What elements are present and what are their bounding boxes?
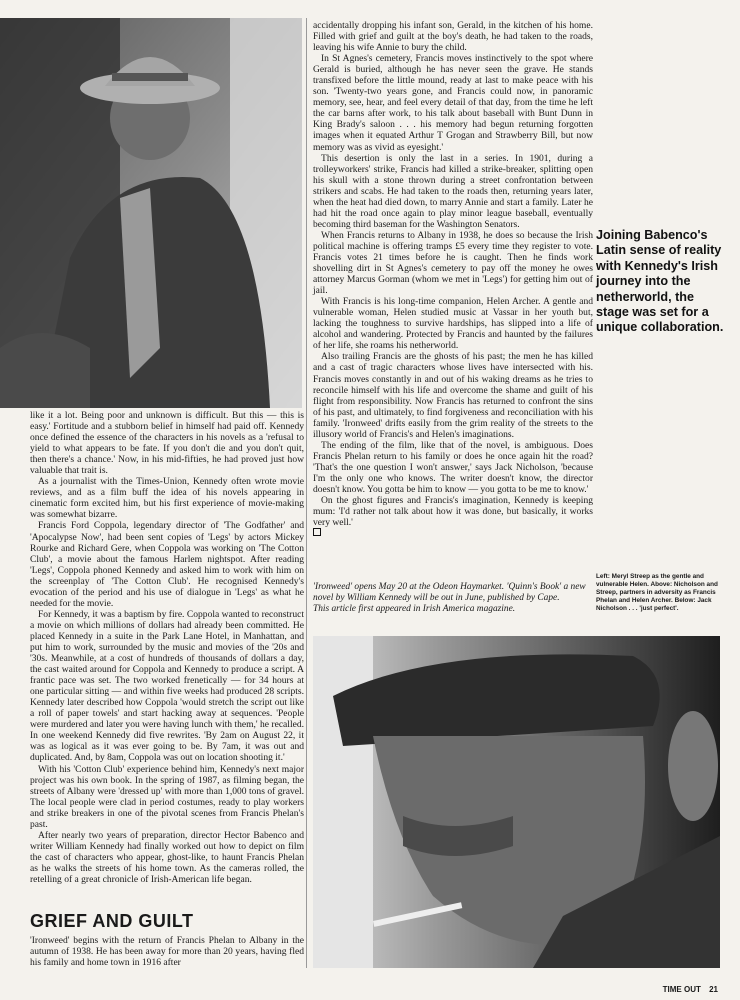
photo-man-with-cigarette xyxy=(313,636,720,968)
paragraph: This desertion is only the last in a series. In 1901, during a trolleyworkers' strike, Francis had killed a strike-breaker, splitting open his skull with a stone thrown during a street confrontation between strikers and scabs. He had taken to the roads then, returning years later, when the heat had died down, to marry Annie and start a family. Later he had hit the road once again to play minor league baseball, eventually becoming third baseman for the Washington Senators. xyxy=(313,152,593,230)
photo-man-in-hat xyxy=(0,18,302,408)
paragraph: The ending of the film, like that of the novel, is ambiguous. Does Francis Phelan return to his family or does he once again hit the road? 'That's the one question I won't answer,' says Jack Nicholson, 'because I'm the only one who knows. The writer doesn't know, the director doesn't know. You gotta be him to know — you gotta to be me to know.' xyxy=(313,439,593,495)
paragraph: With Francis is his long-time companion, Helen Archer. A gentle and vulnerable woman, Helen studied music at Vassar in her youth but, lacking the toughness to survive hardships, has slipped into a life of alcohol and wandering. Protected by Francis and haunted by the failures of her life, she roams his netherworld. xyxy=(313,296,593,352)
paragraph: Also trailing Francis are the ghosts of his past; the men he has killed and a cast of tragic characters whose lives have intersected with his. Francis moves constantly in and out of his waking dreams as he tries to reconcile himself with his life and overcome the shame and guilt of his flight from responsibility. Now Francis has returned to confront the sins of his past, and ultimately, to find forgiveness and reconciliation with his family. 'Ironweed' drifts easily from the grim reality of the streets to the illusory world of Francis's and Helen's imaginations. xyxy=(313,351,593,440)
paragraph: 'Ironweed' begins with the return of Francis Phelan to Albany in the autumn of 1938. He has been away for more than 20 years, having fled his family and home town in 1916 after xyxy=(30,935,304,969)
middle-column xyxy=(313,20,593,539)
paragraph: When Francis returns to Albany in 1938, he does so because the Irish political machine is offering tramps £5 every time they register to vote. Francis votes 21 times before he is caught. Then he finds work shovelling dirt in St Agnes's cemetery to pay off the money he owes attorney Marcus Gorman (whom we met in 'Legs') for getting him out of jail. xyxy=(313,229,593,297)
paragraph: As a journalist with the Times-Union, Kennedy often wrote movie reviews, and as a film buff the idea of his novels appearing in cinematic form excited him, but his first experience of movie-making was somewhat bizarre. xyxy=(30,476,304,521)
paragraph: Francis Ford Coppola, legendary director of 'The Godfather' and 'Apocalypse Now', had been sent copies of 'Legs' by actors Mickey Rourke and Richard Gere, when Coppola was working on 'The Cotton Club', a movie about the famous Harlem nightspot. After reading 'Legs', Coppola phoned Kennedy and asked him to work with him on the screenplay of 'The Cotton Club'. He recognised Kennedy's evocation of the period and his use of dialogue in 'Legs' as what he needed for the movie. xyxy=(30,520,304,609)
release-note: 'Ironweed' opens May 20 at the Odeon Haymarket. 'Quinn's Book' a new novel by William Kennedy will be out in June, published by Cape. xyxy=(313,582,586,603)
pull-quote: Joining Babenco's Latin sense of reality with Kennedy's Irish journey into the netherworld, the stage was set for a unique collaboration. xyxy=(596,228,724,335)
paragraph: In St Agnes's cemetery, Francis moves instinctively to the spot where Gerald is buried, although he has never seen the grave. He stands transfixed before the little mound, ready at last to make peace with his son. 'Twenty-two years gone, and Francis could now, in panoramic memory, see, hear, and feel every detail of that day, from the time he left the car barns after work, to his talk about baseball with Bunt Dunn in King Brady's saloon . . . his memory had begun returning forgotten images when it equated Arthur T Grogan and Strawberry Bill, but now memory was as vivid as eyesight.' xyxy=(313,53,593,153)
page-footer xyxy=(657,985,718,994)
left-column xyxy=(30,410,304,885)
end-note xyxy=(313,582,593,615)
end-mark-icon xyxy=(313,528,321,536)
page-number: 21 xyxy=(709,985,718,994)
photo-caption: Left: Meryl Streep as the gentle and vulnerable Helen. Above: Nicholson and Streep, partners in adversity as Francis Phelan and Helen Archer. Below: Jack Nicholson . . . 'just perfect'. xyxy=(596,573,718,612)
source-note: This article first appeared in Irish America magazine. xyxy=(313,604,516,614)
paragraph: accidentally dropping his infant son, Gerald, in the kitchen of his home. Filled with grief and guilt at the boy's death, he had taken to the roads, leaving his wife Annie to bury the child. xyxy=(313,20,593,54)
paragraph: like it a lot. Being poor and unknown is difficult. But this — this is easy.' Fortitude and a stubborn belief in himself had paid off. Kennedy once defined the essence of the characters in his novels as a 'refusal to yield to what appears to be fate. If you don't die and you don't quit, then there's a chance.' Now, in his mid-fifties, he had proved just how valuable that trait is. xyxy=(30,410,304,477)
paragraph: For Kennedy, it was a baptism by fire. Coppola wanted to reconstruct a movie on which millions of dollars had already been committed. He placed Kennedy in a suite in the Park Lane Hotel, in Manhattan, and put him to work, surrounded by the music and movies of the '20s and '30s. Meanwhile, at a cost of hundreds of thousands of dollars a day, the cast waited around for Coppola and Kennedy to produce a script. A frantic pace was set. The two worked frenetically — for 34 hours at one particular sitting — and within five weeks had produced 28 scripts. Kennedy later described how Coppola 'would stretch the script out like a roll of paper towels' and start hacking away at sequences. 'People were murdered and later you were having lunch with them,' he recalled. In one weekend Kennedy did five rewrites. 'By 2am on August 22, it was as logical as it was ever going to be. By 7am, it was out and duplicated. And, by 8am, Coppola was out on location shooting it.' xyxy=(30,608,304,764)
publication-name: TIME OUT xyxy=(662,985,701,994)
paragraph: After nearly two years of preparation, director Hector Babenco and writer William Kennedy had finally worked out how to depict on film the cast of characters who appear, ghost-like, to haunt Francis Phelan as he walks the streets of his home town. As the cameras rolled, the retelling of a great chronicle of Irish-American life began. xyxy=(30,829,304,885)
section-heading: GRIEF AND GUILT xyxy=(30,911,194,931)
column-rule xyxy=(306,18,307,968)
paragraph: On the ghost figures and Francis's imagination, Kennedy is keeping mum: 'I'd rather not talk about how it was done, but basically, it works very well.' xyxy=(313,495,593,529)
left-bottom-text xyxy=(30,935,304,968)
paragraph: With his 'Cotton Club' experience behind him, Kennedy's next major project was his own book. In the spring of 1987, as filming began, the streets of Albany were 'dressed up' with more than 1,000 tons of gravel. The local people were clad in period costumes, ready to play workers and strike breakers in one of the pivotal scenes from Francis Phelan's past. xyxy=(30,763,304,830)
